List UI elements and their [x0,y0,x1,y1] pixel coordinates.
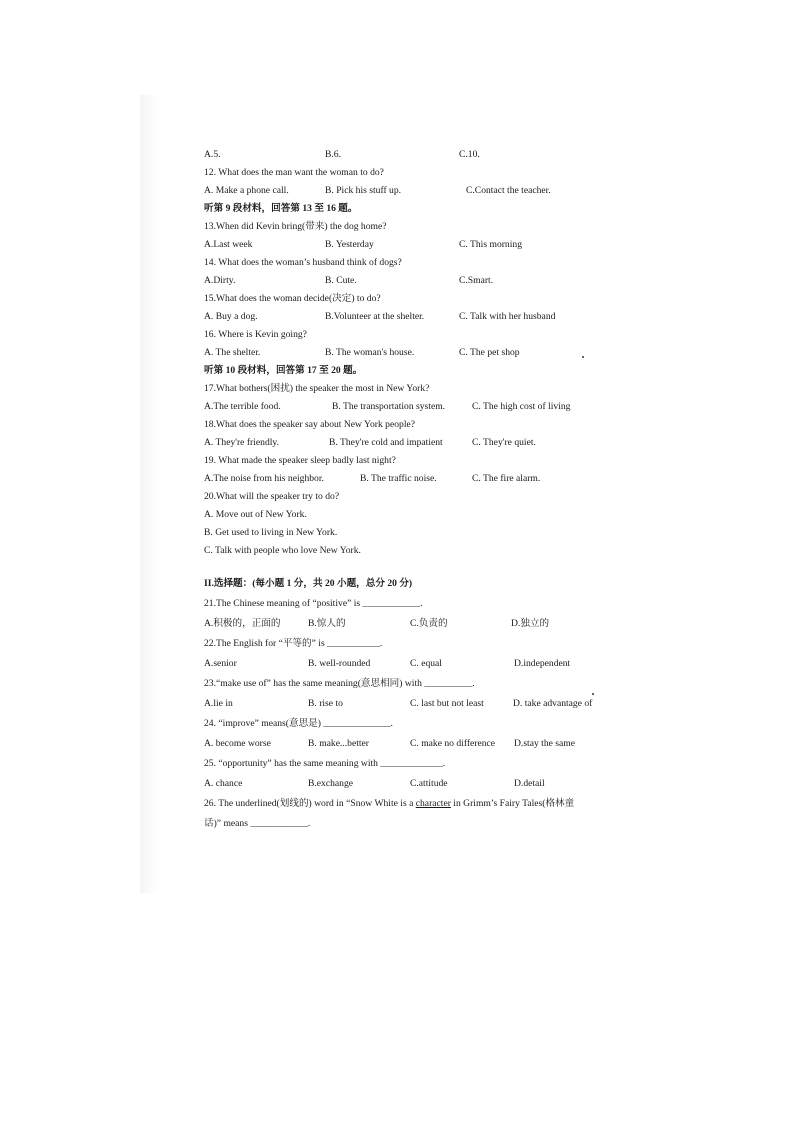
option-c: C. This morning [459,239,522,250]
option-c: C. The high cost of living [472,401,571,412]
option-a: A. They're friendly. [204,437,279,448]
question-17: 17.What bothers(困扰) the speaker the most in New York? [204,383,430,394]
option-b: B. The transportation system. [332,401,446,412]
option-c: C.负责的 [410,618,448,629]
q11-options [204,146,624,164]
q20-option-c: C. Talk with people who love New York. [204,545,361,556]
q16-options [204,344,624,362]
option-c: C. make no difference [410,738,496,749]
question-14: 14. What does the woman’s husband think of dogs? [204,257,402,268]
option-b: B. make...better [308,738,370,749]
option-d: D. take advantage of [513,698,593,709]
option-b: B.exchange [308,778,354,789]
question-22: 22.The English for “平等的” is ___________. [204,638,383,649]
q25-options [204,774,624,794]
option-b: B.Volunteer at the shelter. [325,311,425,322]
question-25: 25. “opportunity” has the same meaning with _____________. [204,758,446,769]
option-a: A.lie in [204,698,233,709]
option-a: A. The shelter. [204,347,261,358]
option-b: B. Pick his stuff up. [325,185,402,196]
option-d: D.独立的 [511,618,550,629]
question-19: 19. What made the speaker sleep badly last night? [204,455,396,466]
option-a: A. become worse [204,738,271,749]
question-26-continued: 话)” means ____________. [204,818,311,829]
q15-options [204,308,624,326]
option-d: D.stay the same [514,738,576,749]
q14-options [204,272,624,290]
option-b: B. Cute. [325,275,357,286]
option-a: A.积极的，正面的 [204,618,281,629]
q20-option-b: B. Get used to living in New York. [204,527,338,538]
part-2-heading: II.选择题：(每小题 1 分，共 20 小题，总分 20 分) [204,578,413,589]
option-b: B. rise to [308,698,343,709]
question-12: 12. What does the man want the woman to do? [204,167,384,178]
question-23: 23.“make use of” has the same meaning(意思相同) with __________. [204,678,475,689]
q19-options [204,470,624,488]
option-b: B. They're cold and impatient [329,437,443,448]
option-b: B. Yesterday [325,239,374,250]
option-c: C. last but not least [410,698,484,709]
section-10-heading: 听第 10 段材料，回答第 17 至 20 题。 [204,365,363,376]
option-d: D.detail [514,778,545,789]
option-a: A. chance [204,778,243,789]
option-c: C.Contact the teacher. [466,185,551,196]
question-15: 15.What does the woman decide(决定) to do? [204,293,381,304]
option-d: D.independent [514,658,571,669]
q26-text-after: in Grimm’s Fairy Tales(格林童 [450,798,575,809]
q13-options [204,236,624,254]
option-a: A.senior [204,658,237,669]
option-a: A.The noise from his neighbor. [204,473,324,484]
q12-options [204,182,624,200]
exam-content [204,146,624,834]
q20-option-a: A. Move out of New York. [204,509,307,520]
option-a: A.5. [204,149,221,160]
option-c: C. The pet shop [459,347,520,358]
option-b: B. well-rounded [308,658,371,669]
q23-options [204,694,624,714]
q21-options [204,614,624,634]
option-c: C. They're quiet. [472,437,536,448]
option-c: C. Talk with her husband [459,311,556,322]
question-21: 21.The Chinese meaning of “positive” is ____________. [204,598,423,609]
question-16: 16. Where is Kevin going? [204,329,307,340]
option-c: C.Smart. [459,275,494,286]
question-26 [204,794,624,814]
option-a: A. Buy a dog. [204,311,258,322]
question-24: 24. “improve” means(意思是) ______________. [204,718,393,729]
option-b: B. The traffic noise. [360,473,437,484]
question-13: 13.When did Kevin bring(带来) the dog home? [204,221,387,232]
question-18: 18.What does the speaker say about New York people? [204,419,416,430]
q24-options [204,734,624,754]
option-a: A.The terrible food. [204,401,281,412]
option-c: C.10. [459,149,480,160]
section-9-heading: 听第 9 段材料，回答第 13 至 16 题。 [204,203,358,214]
scan-shadow-left [140,95,158,893]
q22-options [204,654,624,674]
option-c: C. The fire alarm. [472,473,541,484]
option-a: A. Make a phone call. [204,185,289,196]
q26-text-before: 26. The underlined(划线的) word in “Snow White is a [204,798,416,809]
question-20: 20.What will the speaker try to do? [204,491,340,502]
option-b: B.6. [325,149,341,160]
q17-options [204,398,624,416]
option-b: B. The woman's house. [325,347,415,358]
option-c: C.attitude [410,778,448,789]
option-a: A.Last week [204,239,253,250]
q26-underlined-word: character [415,798,451,809]
q18-options [204,434,624,452]
option-c: C. equal [410,658,442,669]
option-b: B.惊人的 [308,618,346,629]
option-a: A.Dirty. [204,275,236,286]
